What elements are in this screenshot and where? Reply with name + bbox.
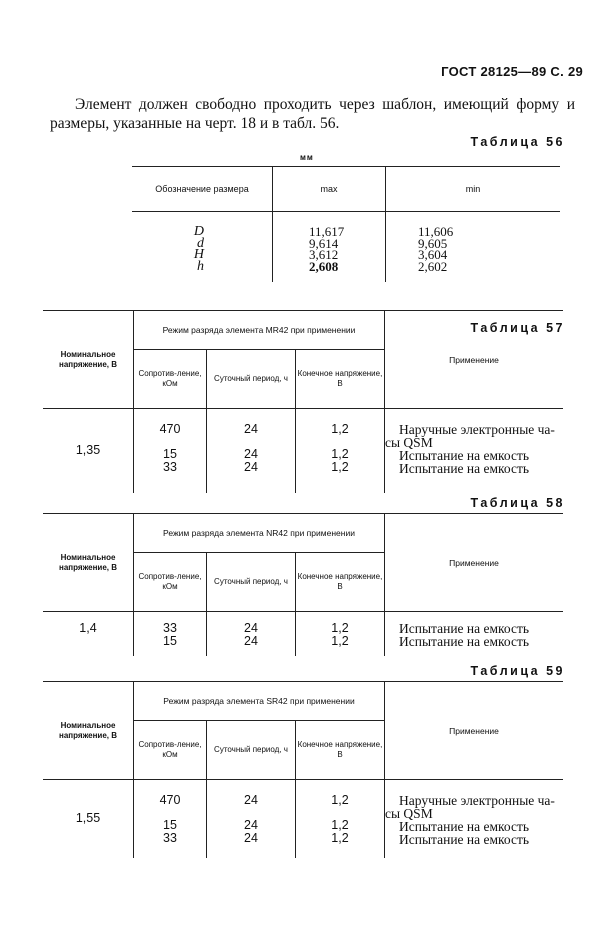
table59-app-2: Испытание на емкость [399, 819, 530, 834]
table57-caption: Таблица 57 [470, 321, 565, 335]
max-H: 3,612 [309, 247, 339, 262]
table58-application-col [385, 612, 564, 656]
table59-app-1a: Наручные электронные ча- [399, 793, 555, 808]
min-D: 11,606 [418, 224, 454, 239]
table58-period-2: 24 [244, 634, 258, 648]
table59-header-resistance: Сопротив-ление, кОм [134, 721, 207, 780]
table57-application-col [385, 409, 564, 493]
intro-paragraph [50, 95, 575, 133]
symbol-D: D [193, 224, 204, 239]
table57-final-3: 1,2 [331, 460, 349, 474]
table57-nominal: 1,35 [75, 443, 101, 458]
table58-header-period: Суточный период, ч [207, 553, 296, 612]
table58-final-1: 1,2 [331, 621, 349, 635]
table58-header-resistance: Сопротив-ление, кОм [134, 553, 207, 612]
table58-header-application: Применение [385, 514, 564, 612]
table56-max-values [273, 212, 386, 282]
table59-final-1: 1,2 [331, 793, 349, 807]
table59-period-col [207, 780, 296, 858]
table58-final-col [296, 612, 385, 656]
table56-caption: Таблица 56 [470, 135, 565, 149]
table59-app-3: Испытание на емкость [399, 832, 530, 847]
table57-final-col [296, 409, 385, 493]
table58-header-nominal: Номинальное напряжение, В [43, 514, 134, 612]
table57-app-3: Испытание на емкость [399, 461, 530, 476]
table58-period-1: 24 [244, 621, 258, 635]
table57-period-1: 24 [244, 422, 258, 436]
max-h: 2,608 [309, 258, 339, 274]
table58 [43, 513, 563, 656]
table56-header-max: max [273, 167, 386, 212]
table57-period-2: 24 [244, 447, 258, 461]
min-h: 2,602 [418, 258, 448, 274]
table56 [132, 166, 560, 282]
table59-res-1: 470 [159, 793, 181, 807]
table56-unit: мм [300, 153, 314, 162]
table59-final-col [296, 780, 385, 858]
table59-res-3: 33 [163, 831, 177, 845]
symbol-h: h [197, 258, 204, 274]
table59 [43, 681, 563, 858]
table58-res-2: 15 [163, 634, 177, 648]
table59-caption: Таблица 59 [470, 664, 565, 678]
table59-header-application: Применение [385, 682, 564, 780]
table59-resistance-col [134, 780, 207, 858]
table57-final-1: 1,2 [331, 422, 349, 436]
table59-period-2: 24 [244, 818, 258, 832]
table57-final-2: 1,2 [331, 447, 349, 461]
table59-app-1b: сы QSM [385, 806, 433, 821]
table59-header-mode: Режим разряда элемента SR42 при применении [134, 682, 385, 721]
table58-res-1: 33 [163, 621, 177, 635]
table59-res-2: 15 [163, 818, 177, 832]
table57-period-3: 24 [244, 460, 258, 474]
symbol-d: d [197, 235, 204, 251]
min-d: 9,605 [418, 235, 448, 251]
table58-period-col [207, 612, 296, 656]
table59-header-final-voltage: Конечное напряжение, В [296, 721, 385, 780]
table56-header-min: min [386, 167, 561, 212]
max-D: 11,617 [309, 224, 345, 239]
max-d: 9,614 [309, 235, 339, 251]
table56-min-values [386, 212, 561, 282]
table57-app-2: Испытание на емкость [399, 448, 530, 463]
table56-header-designation: Обозначение размера [132, 167, 273, 212]
table57-app-1a: Наручные электронные ча- [399, 422, 555, 437]
min-H: 3,604 [418, 247, 448, 262]
table59-application-col [385, 780, 564, 858]
table57-period-col [207, 409, 296, 493]
table59-header-nominal: Номинальное напряжение, В [43, 682, 134, 780]
table57-header-period: Суточный период, ч [207, 350, 296, 409]
table57-header-nominal: Номинальное напряжение, В [43, 311, 134, 409]
table59-period-1: 24 [244, 793, 258, 807]
table56-symbols [132, 212, 273, 282]
table58-header-mode: Режим разряда элемента NR42 при применении [134, 514, 385, 553]
table57-resistance-col [134, 409, 207, 493]
table58-nominal: 1,4 [79, 621, 97, 635]
page-header: ГОСТ 28125—89 С. 29 [441, 64, 583, 79]
table58-caption: Таблица 58 [470, 496, 565, 510]
table57-res-3: 33 [163, 460, 177, 474]
table57 [43, 310, 563, 493]
table59-final-2: 1,2 [331, 818, 349, 832]
table59-period-3: 24 [244, 831, 258, 845]
table58-final-2: 1,2 [331, 634, 349, 648]
table59-header-period: Суточный период, ч [207, 721, 296, 780]
table57-header-mode: Режим разряда элемента MR42 при применении [134, 311, 385, 350]
table57-header-application: Применение [385, 311, 564, 409]
table59-nominal: 1,55 [75, 811, 101, 826]
table58-header-final-voltage: Конечное напряжение, В [296, 553, 385, 612]
table57-res-1: 470 [159, 422, 181, 436]
table58-app-1: Испытание на емкость [399, 621, 530, 636]
table57-res-2: 15 [163, 447, 177, 461]
table57-header-final-voltage: Конечное напряжение, В [296, 350, 385, 409]
table57-app-1b: сы QSM [385, 435, 433, 450]
table58-app-2: Испытание на емкость [399, 634, 530, 649]
symbol-H: H [193, 247, 204, 262]
table57-header-resistance: Сопротив-ление, кОм [134, 350, 207, 409]
table58-resistance-col [134, 612, 207, 656]
table59-final-3: 1,2 [331, 831, 349, 845]
intro-text: Элемент должен свободно проходить через шаблон, имеющий форму и размеры, указанные на черт. 18 и в табл. 56. [50, 96, 575, 132]
